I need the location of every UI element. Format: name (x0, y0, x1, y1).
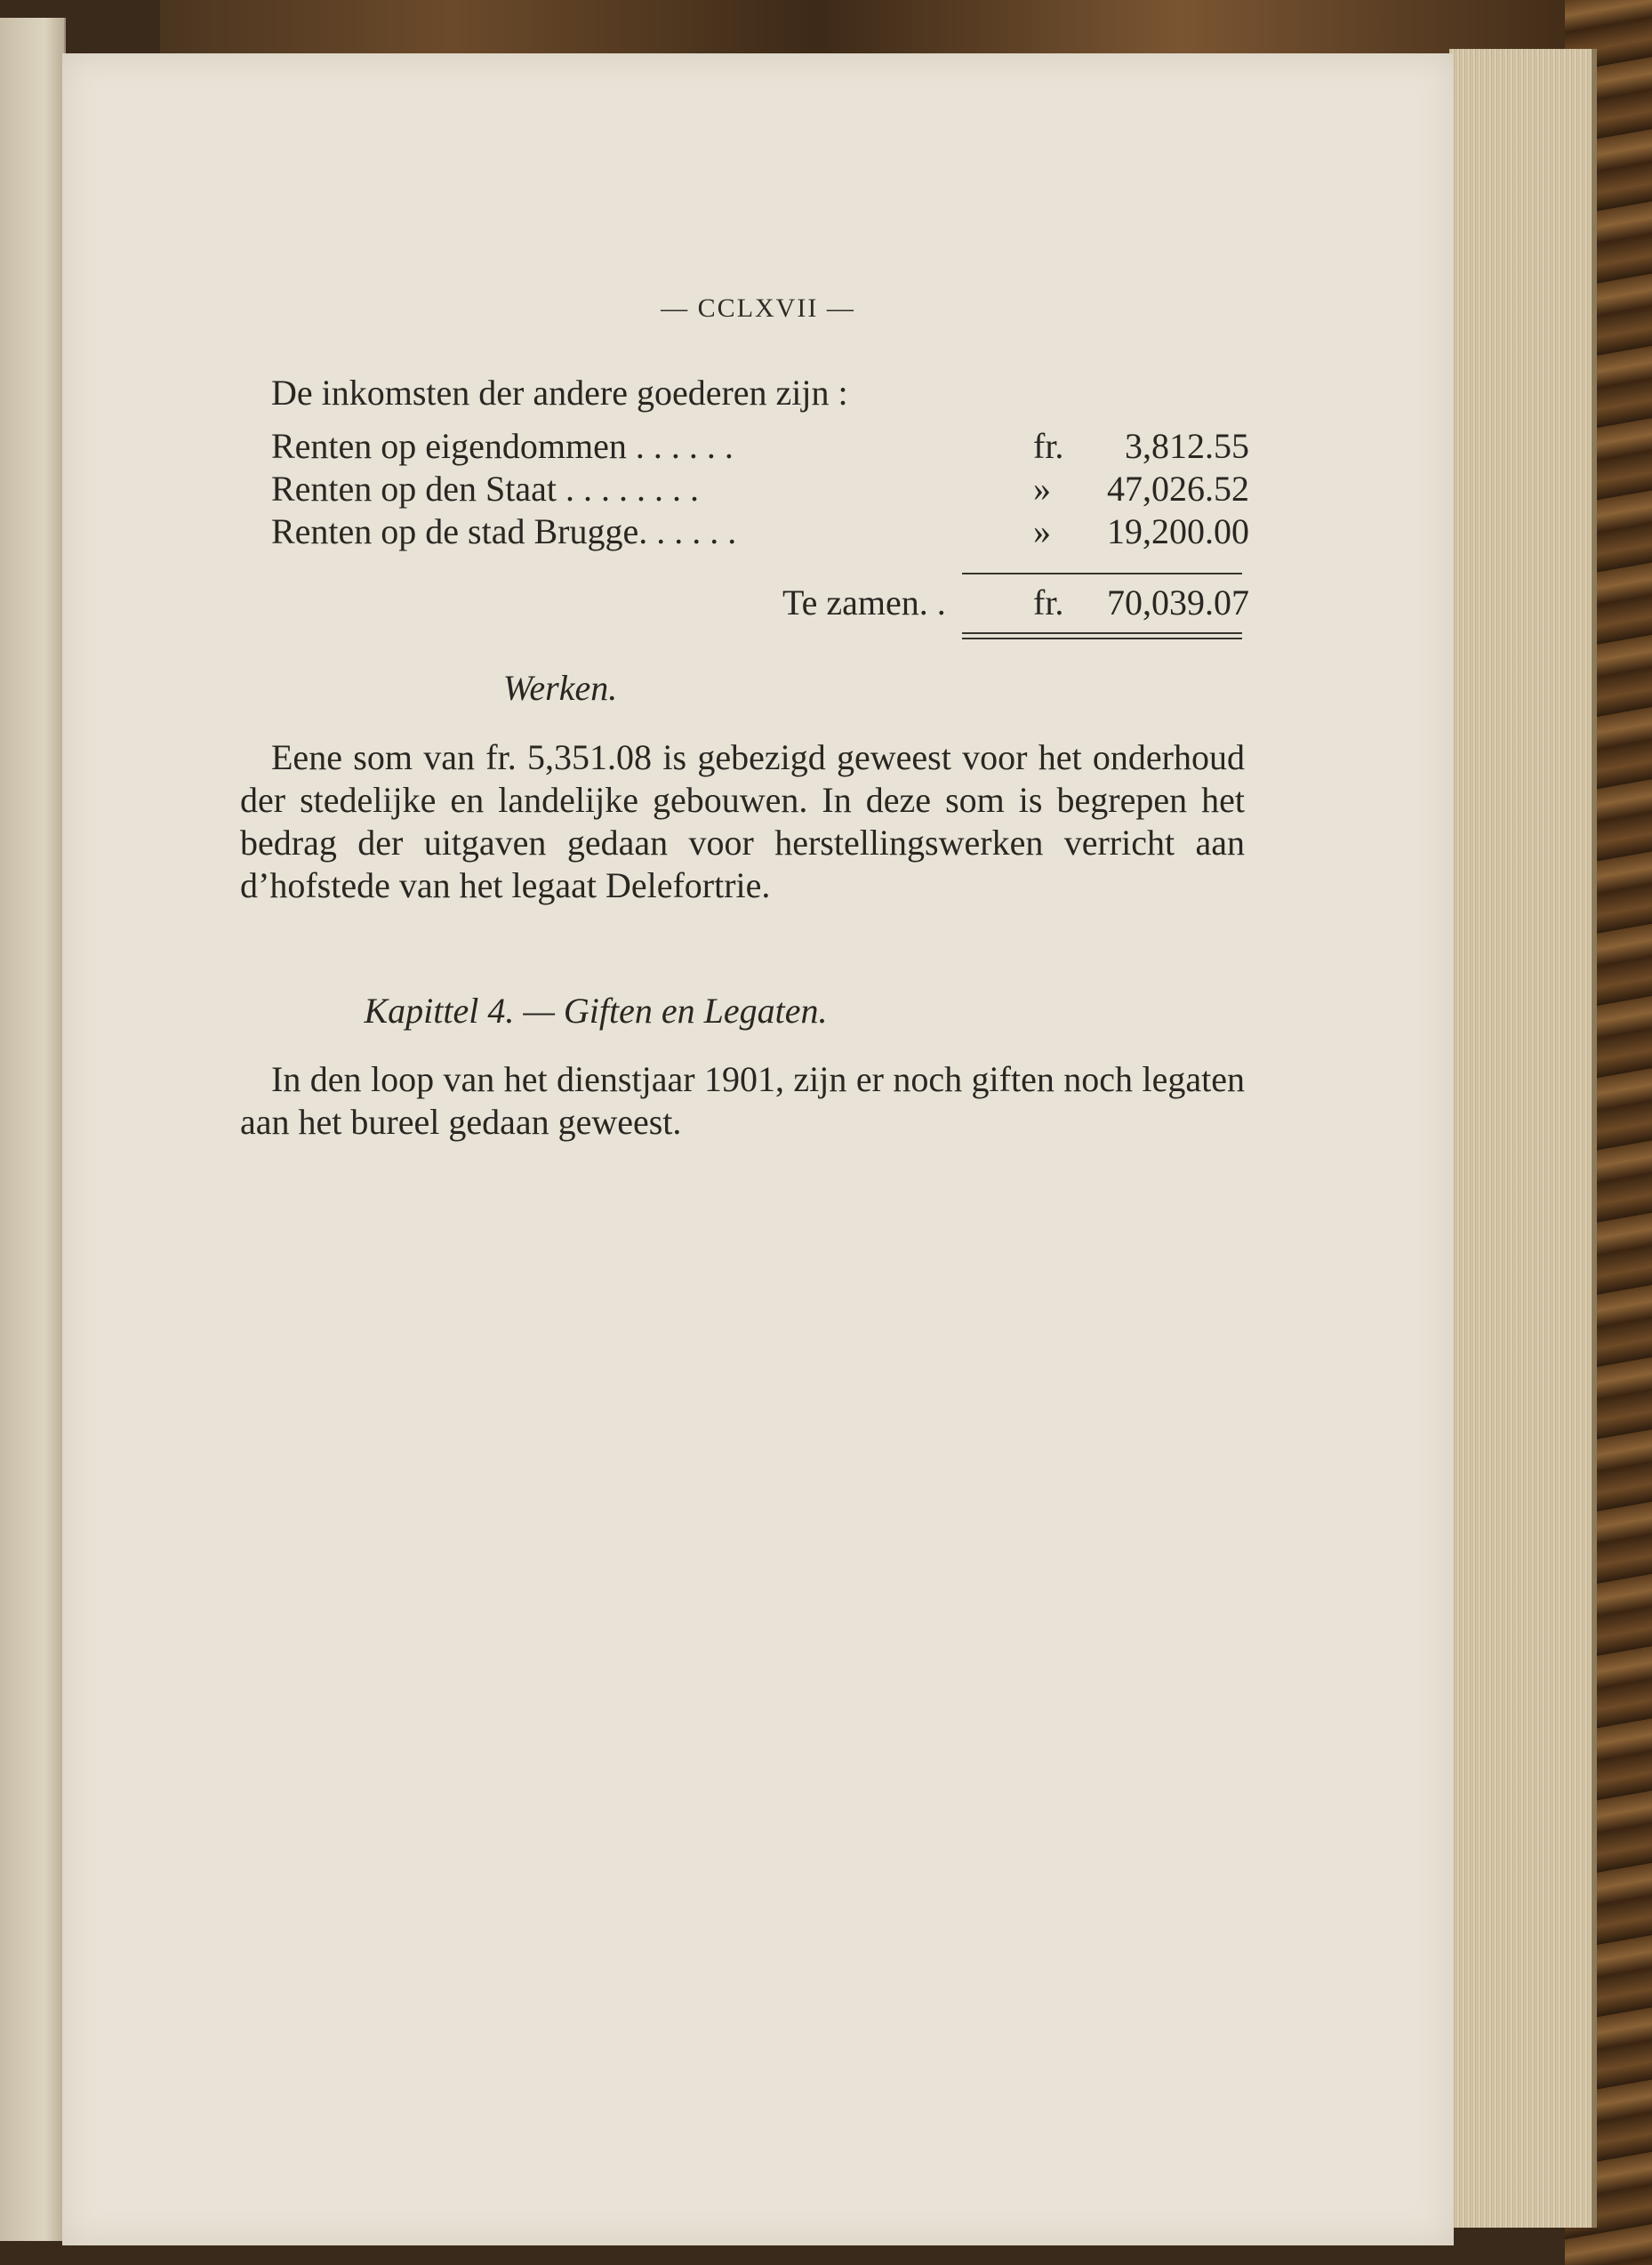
section-title-werken: Werken. (502, 668, 618, 708)
chapter-paragraph: In den loop van het dienstjaar 1901, zijn er noch giften noch legaten aan het bureel gedaan geweest. (240, 1059, 1245, 1142)
income-unit: fr. (1033, 426, 1064, 466)
chapter-title: Kapittel 4. — Giften en Legaten. (364, 991, 828, 1031)
income-unit: » (1033, 469, 1051, 509)
page-folio: — CCLXVII — (661, 293, 855, 323)
income-row (271, 468, 1249, 510)
income-label: Renten op den Staat . . . . . . . . (271, 469, 700, 509)
werken-paragraph: Eene som van fr. 5,351.08 is gebezigd geweest voor het onderhoud der stedelijke en landelijke gebouwen. In deze som is begrepen het bedrag der uitgaven gedaan voor herstellingswerken verricht aan d’hofstede van het legaat Delefortrie. (240, 737, 1245, 905)
income-amount: 19,200.00 (1107, 511, 1249, 551)
page-fore-edge (1449, 49, 1597, 2228)
income-label: Renten op eigendommen . . . . . . (271, 426, 734, 466)
total-label: Te zamen. . (782, 582, 946, 622)
total-row (271, 582, 1249, 624)
previous-page-edge (0, 18, 66, 2241)
income-label: Renten op de stad Brugge. . . . . . (271, 511, 737, 551)
total-unit: fr. (1033, 582, 1064, 622)
income-row (271, 510, 1249, 553)
income-unit: » (1033, 511, 1051, 551)
income-intro: De inkomsten der andere goederen zijn : (271, 373, 848, 413)
book-page (62, 53, 1454, 2245)
income-row (271, 425, 1249, 468)
total-amount: 70,039.07 (1107, 582, 1249, 622)
income-amount: 47,026.52 (1107, 469, 1249, 509)
income-amount: 3,812.55 (1125, 426, 1249, 466)
sum-rule (962, 573, 1242, 574)
total-double-rule (962, 632, 1242, 639)
